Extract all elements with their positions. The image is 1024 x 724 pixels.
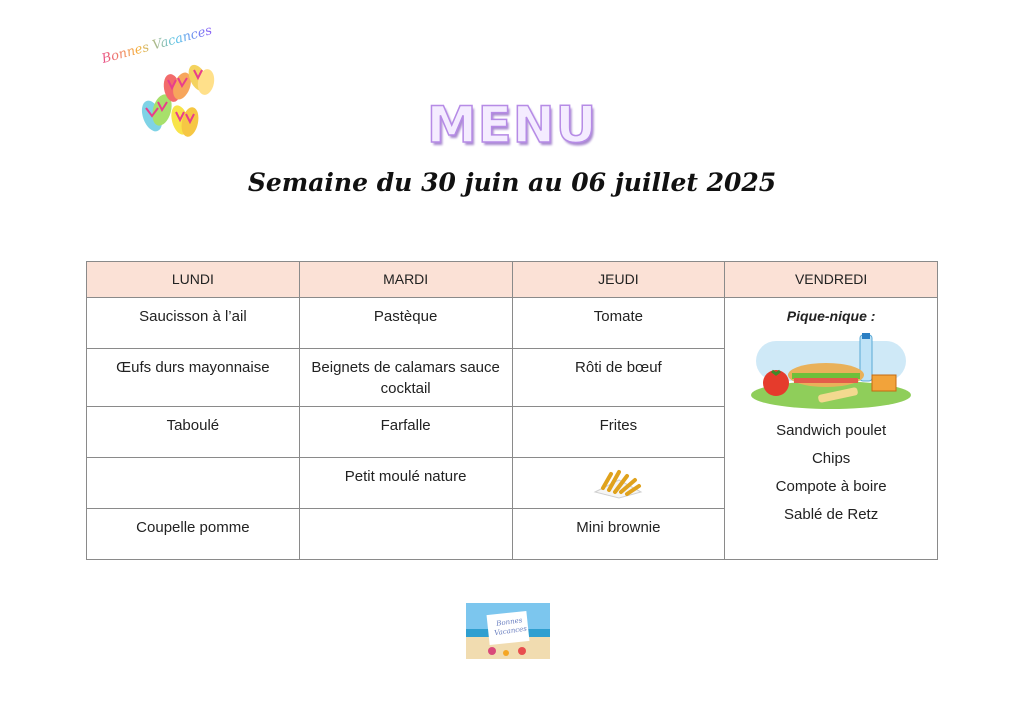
friday-item: Sablé de Retz: [784, 506, 879, 523]
friday-item: Chips: [811, 450, 851, 467]
friday-picnic-cell: [725, 298, 938, 560]
menu-cell: Frites: [512, 407, 725, 458]
menu-cell: Tomate: [512, 298, 725, 349]
menu-cell: Œufs durs mayonnaise: [87, 349, 300, 407]
picnic-title: Pique-nique :: [786, 308, 876, 324]
menu-cell: Taboulé: [87, 407, 300, 458]
menu-cell: Coupelle pomme: [87, 509, 300, 560]
menu-cell: Beignets de calamars sauce cocktail: [299, 349, 512, 407]
picnic-illustration-icon: [748, 333, 914, 413]
menu-cell: Petit moulé nature: [299, 458, 512, 509]
menu-cell: Mini brownie: [512, 509, 725, 560]
header-vendredi: VENDREDI: [725, 262, 938, 298]
week-subtitle: Semaine du 30 juin au 06 juillet 2025: [247, 168, 777, 197]
header-lundi: LUNDI: [87, 262, 300, 298]
beach-text: Bonnes Vacances: [493, 616, 528, 638]
friday-item: Compote à boire: [775, 478, 887, 495]
friday-item: Sandwich poulet: [776, 422, 887, 439]
header-jeudi: JEUDI: [512, 262, 725, 298]
page-title: MENU: [426, 96, 598, 154]
menu-cell: Pastèque: [299, 298, 512, 349]
table-row: [87, 298, 938, 349]
logo-text: Bonnes Vacances: [100, 23, 214, 67]
menu-cell: [299, 509, 512, 560]
menu-cell: Saucisson à l’ail: [87, 298, 300, 349]
menu-header-row: [87, 262, 938, 298]
menu-cell: Farfalle: [299, 407, 512, 458]
fries-icon: [589, 466, 647, 500]
menu-cell: [87, 458, 300, 509]
header-mardi: MARDI: [299, 262, 512, 298]
menu-table: [86, 261, 938, 560]
menu-cell: Rôti de bœuf: [512, 349, 725, 407]
fries-cell: [512, 458, 725, 509]
